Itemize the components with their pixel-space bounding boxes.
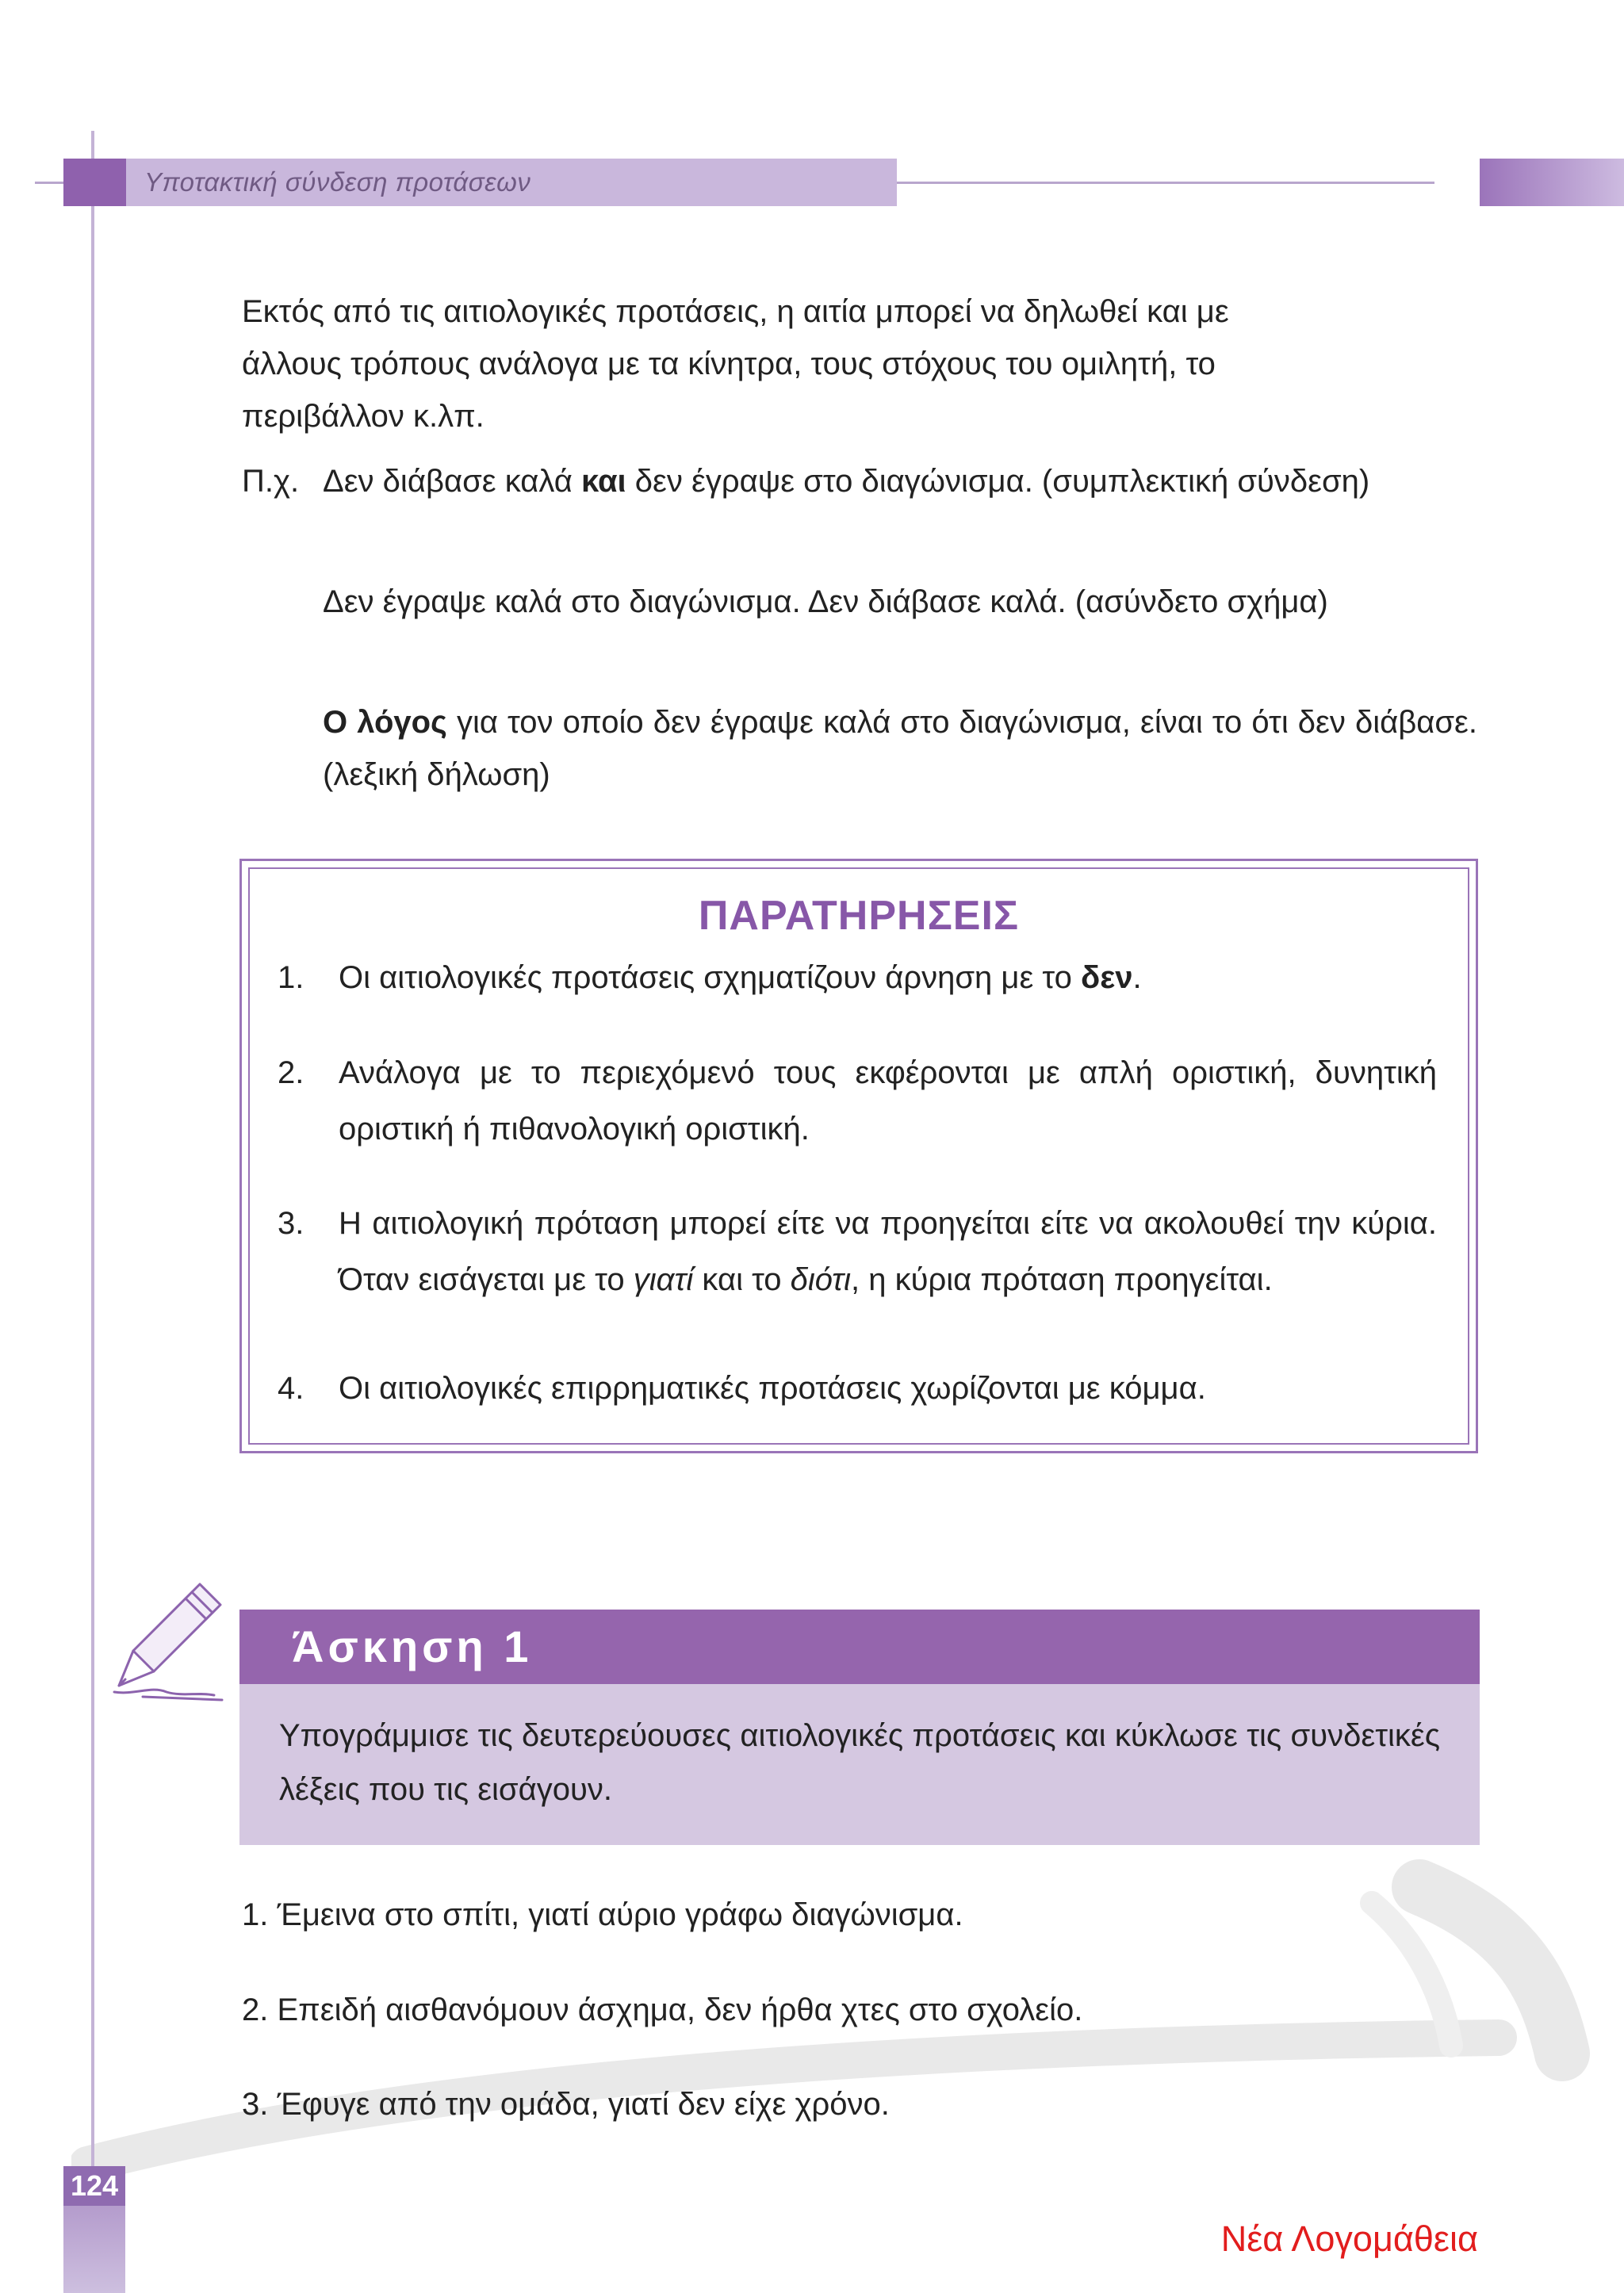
remark-number: 3. — [278, 1206, 304, 1241]
remark-number: 4. — [278, 1371, 304, 1406]
remark-1 — [278, 950, 1437, 1006]
remark-text: Η αιτιολογική πρόταση μπορεί είτε να προηγείται είτε να ακολουθεί την κύρια. Όταν εισάγεται με το γιατί και το διότι, η κύρια πρόταση προηγείται. — [339, 1206, 1437, 1297]
exercise-item: 2. Επειδή αισθανόμουν άσχημα, δεν ήρθα χτες στο σχολείο. — [242, 1992, 1083, 2027]
remarks-title: ΠΑΡΑΤΗΡΗΣΕΙΣ — [698, 893, 1020, 939]
remark-number: 1. — [278, 960, 304, 995]
remark-text: Ανάλογα με το περιεχόμενό τους εκφέρονται με απλή οριστική, δυνητική οριστική ή πιθανολογική οριστική. — [339, 1055, 1437, 1146]
page-number: 124 — [63, 2166, 125, 2206]
header-square — [63, 159, 126, 206]
remark-text: Οι αιτιολογικές προτάσεις σχηματίζουν άρνηση με το δεν. — [339, 960, 1142, 995]
exercise-item: 3. Έφυγε από την ομάδα, γιατί δεν είχε χρόνο. — [242, 2087, 890, 2122]
exercise-item: 1. Έμεινα στο σπίτι, γιατί αύριο γράφω διαγώνισμα. — [242, 1897, 963, 1932]
example-text: Ο λόγος για τον οποίο δεν έγραψε καλά στο διαγώνισμα, είναι το ότι δεν διάβασε. (λεξική δήλωση) — [323, 705, 1478, 792]
intro-paragraph — [242, 285, 1477, 442]
book-brand: Νέα Λογομάθεια — [1220, 2218, 1478, 2259]
example-label: Π.χ. — [242, 464, 300, 499]
example-text: Δεν έγραψε καλά στο διαγώνισμα. Δεν διάβασε καλά. (ασύνδετο σχήμα) — [323, 584, 1328, 619]
header-right-block — [1480, 159, 1624, 206]
intro-line: άλλους τρόπους ανάλογα με τα κίνητρα, τους στόχους του ομιλητή, το — [242, 346, 1216, 381]
example-text: Δεν διάβασε καλά και δεν έγραψε στο διαγώνισμα. (συμπλεκτική σύνδεση) — [323, 464, 1370, 499]
exercise-instruction: Υπογράμμισε τις δευτερεύουσες αιτιολογικές προτάσεις και κύκλωσε τις συνδετικές λέξεις που τις εισάγουν. — [279, 1718, 1440, 1807]
exercise-title: Άσκηση 1 — [292, 1621, 533, 1671]
intro-line: Εκτός από τις αιτιολογικές προτάσεις, η αιτία μπορεί να δηλωθεί και με — [242, 294, 1229, 329]
example-2 — [242, 576, 1477, 628]
example-1 — [242, 455, 1477, 507]
margin-rail — [91, 131, 94, 2166]
remark-number: 2. — [278, 1055, 304, 1090]
running-header-title: Υποτακτική σύνδεση προτάσεων — [144, 167, 531, 197]
example-3 — [242, 696, 1477, 801]
remark-3 — [278, 1196, 1437, 1308]
remark-2 — [278, 1045, 1437, 1158]
intro-line: περιβάλλον κ.λπ. — [242, 399, 485, 434]
remark-4 — [278, 1361, 1437, 1417]
pencil-icon — [111, 1576, 228, 1713]
remark-text: Οι αιτιολογικές επιρρηματικές προτάσεις χωρίζονται με κόμμα. — [339, 1371, 1206, 1406]
